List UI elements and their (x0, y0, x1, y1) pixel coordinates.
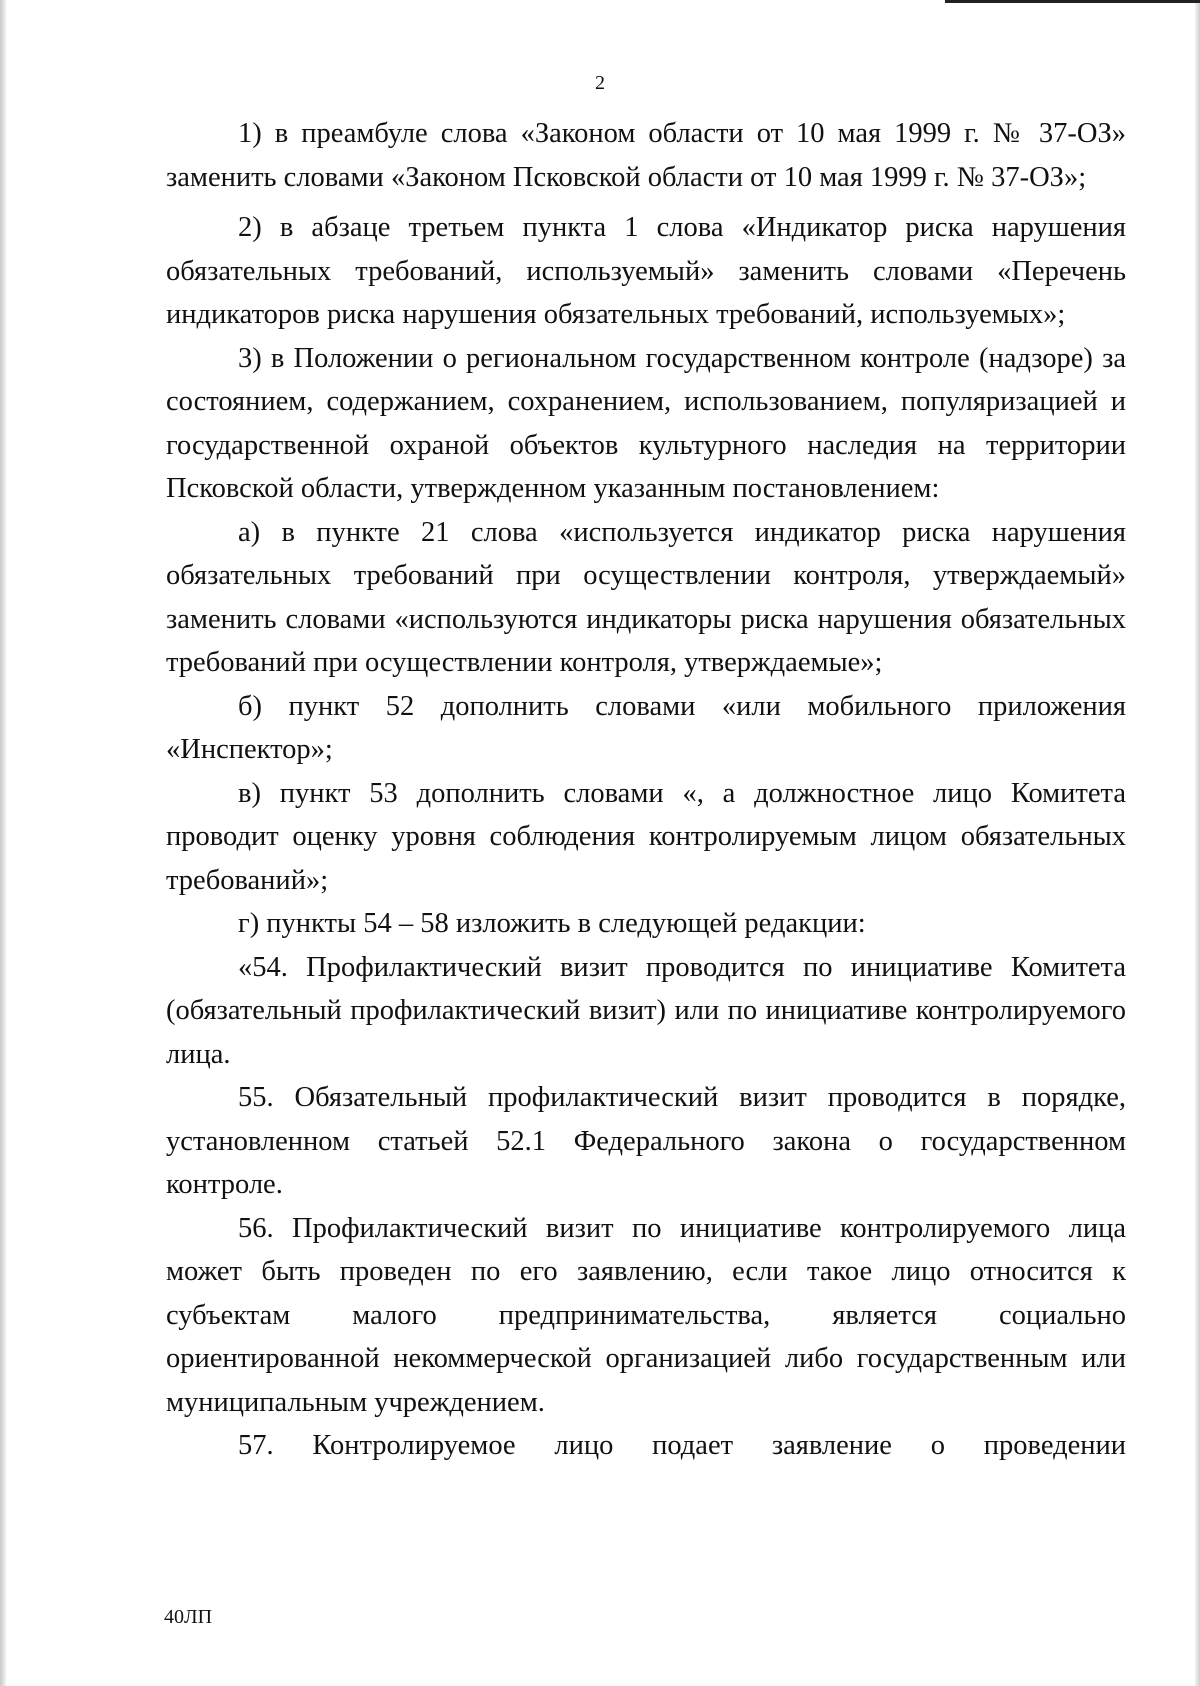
paragraph-point-55: 55. Обязательный профилактический визит проводится в порядке, установленном статьей 52.1 Федерального закона о государственном контроле. (166, 1082, 1126, 1200)
scan-edge-top (945, 0, 1200, 3)
document-body (166, 112, 1126, 1468)
paragraph-point-1-amendment: 2) в абзаце третьем пункта 1 слова «Индикатор риска нарушения обязательных требований, используемый» заменить словами «Перечень индикаторов риска нарушения обязательных требований, используемых»; (166, 212, 1126, 330)
page-number: 2 (595, 72, 605, 94)
scan-edge-right (1195, 0, 1200, 1686)
paragraph-subpoint-v: в) пункт 53 дополнить словами «, а должностное лицо Комитета проводит оценку уровня соблюдения контролируемым лицом обязательных требований»; (166, 777, 1126, 896)
paragraph-point-56: 56. Профилактический визит по инициативе контролируемого лица может быть проведен по его заявлению, если такое лицо относится к субъектам малого предпринимательства, является социально ориентированной некоммерческой организацией либо государственным или муниципальным учреждением. (166, 1212, 1126, 1418)
paragraph-point-54: «54. Профилактический визит проводится по инициативе Комитета (обязательный профилактический визит) или по инициативе контролируемого лица. (166, 951, 1126, 1070)
paragraph-subpoint-b: б) пункт 52 дополнить словами «или мобильного приложения «Инспектор»; (166, 690, 1126, 765)
paragraph-preamble-amendment: 1) в преамбуле слова «Законом области от 10 мая 1999 г. № 37-ОЗ» заменить словами «Законом Псковской области от 10 мая 1999 г. № 37-ОЗ»; (166, 118, 1126, 193)
paragraph-subpoint-a: а) в пункте 21 слова «используется индикатор риска нарушения обязательных требований при осуществлении контроля, утверждаемый» заменить словами «используются индикаторы риска нарушения обязательных требований при осуществлении контроля, утверждаемые»; (166, 516, 1126, 678)
document-code: 40ЛП (164, 1606, 213, 1628)
paragraph-subpoint-g: г) пункты 54 – 58 изложить в следующей редакции: (238, 908, 866, 939)
paragraph-regulation-amendment: 3) в Положении о региональном государственном контроле (надзоре) за состоянием, содержанием, сохранением, использованием, популяризацией и государственной охраной объектов культурного наследия на территории Псковской области, утвержденном указанным постановлением: (166, 342, 1126, 504)
scan-edge-left (0, 0, 6, 1686)
paragraph-point-57: 57. Контролируемое лицо подает заявление о проведении (238, 1430, 1126, 1461)
